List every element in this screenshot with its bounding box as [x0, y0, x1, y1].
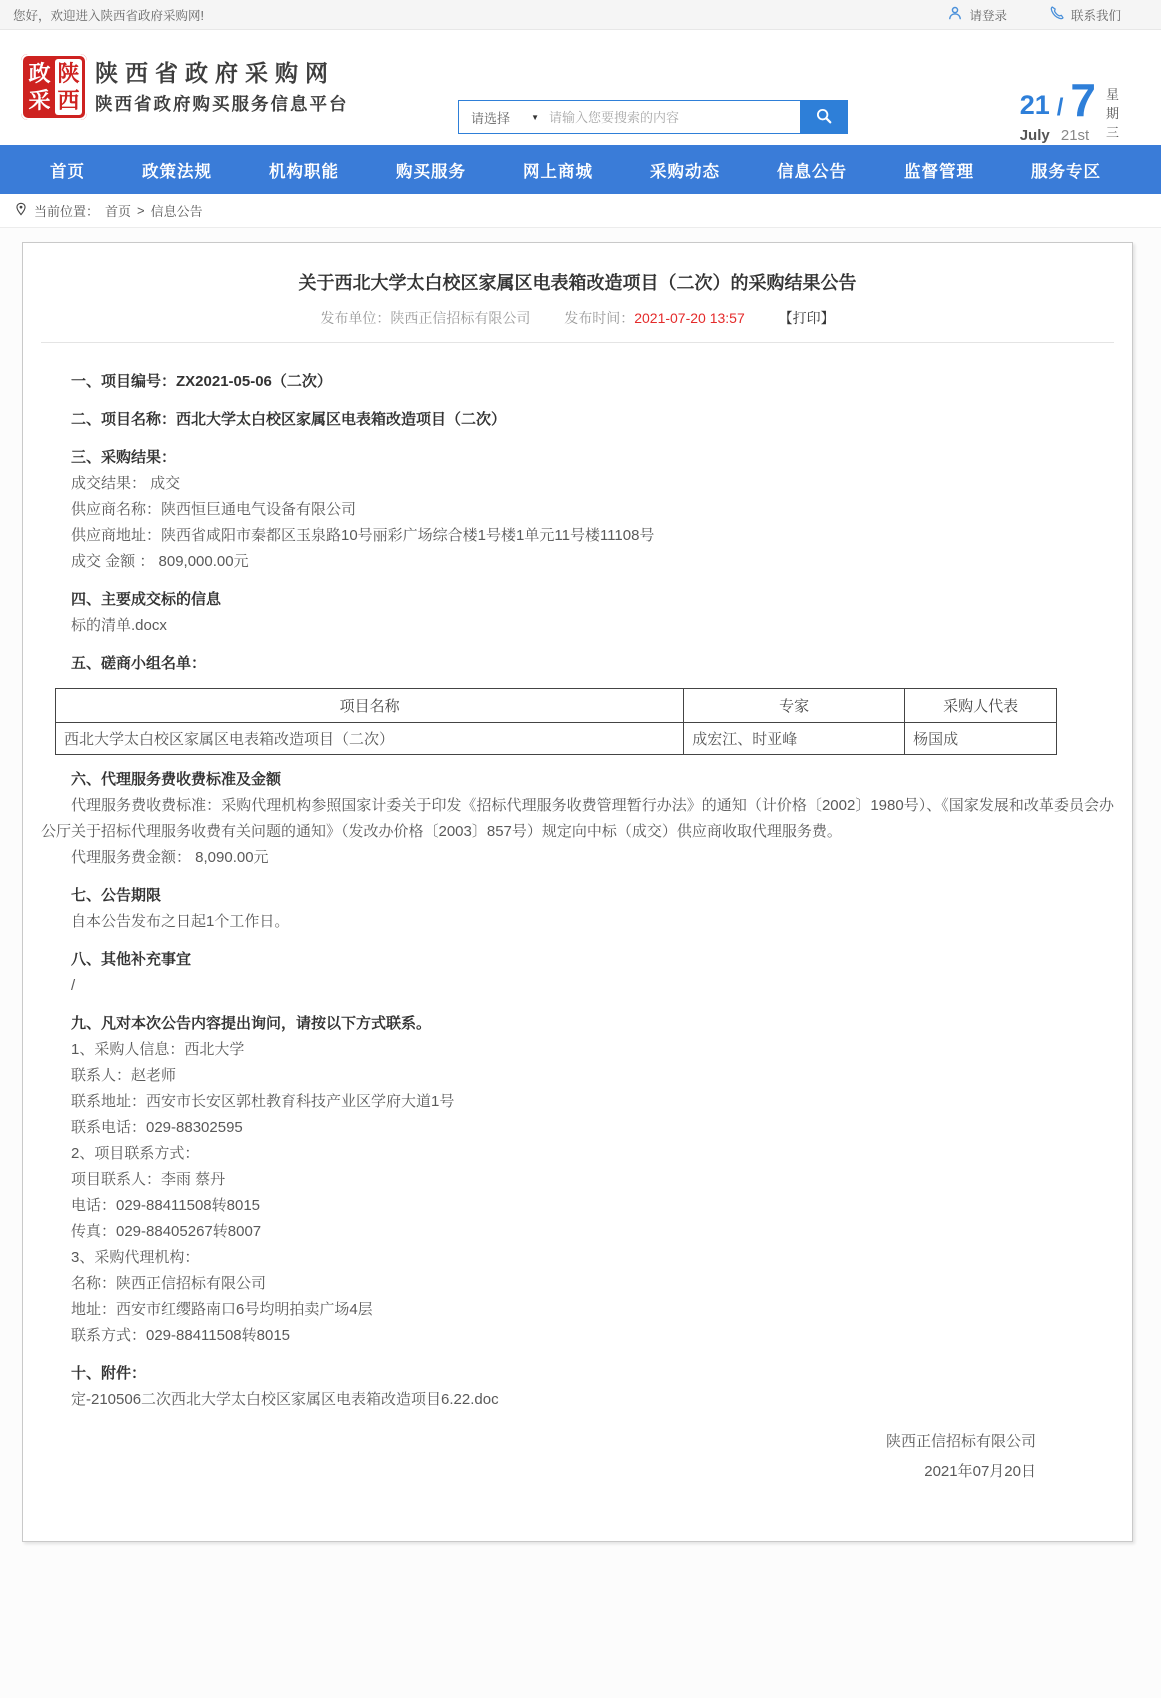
map-pin-icon — [14, 202, 28, 219]
top-utility-bar — [0, 0, 1161, 30]
table-cell: 成宏江、时亚峰 — [684, 723, 905, 755]
section-heading: 十、附件： — [71, 1365, 147, 1382]
search-button[interactable] — [800, 100, 848, 134]
section-heading: 五、磋商小组名单： — [71, 655, 207, 672]
nav-item-procurement-news[interactable]: 采购动态 — [650, 162, 720, 181]
table-cell: 西北大学太白校区家属区电表箱改造项目（二次） — [56, 723, 684, 755]
site-title: 陕西省政府采购网 — [95, 60, 335, 86]
contact-link[interactable] — [1049, 5, 1121, 24]
date-month-name: July — [1019, 126, 1050, 144]
breadcrumb-home[interactable]: 首页 — [105, 204, 132, 219]
breadcrumb-current[interactable]: 信息公告 — [150, 204, 203, 219]
article-meta — [41, 308, 1114, 328]
date-day: 21 — [1019, 90, 1050, 121]
date-weekday: 星期三 — [1106, 87, 1120, 140]
site-logo — [21, 54, 87, 120]
committee-table — [55, 688, 1057, 755]
section-heading: 八、其他补充事宜 — [71, 951, 192, 968]
nav-item-functions[interactable]: 机构职能 — [269, 162, 339, 181]
title-divider — [41, 342, 1114, 343]
publish-time-label: 发布时间： — [564, 310, 635, 326]
section-heading: 六、代理服务费收费标准及金额 — [71, 771, 282, 788]
login-label: 请登录 — [969, 8, 1007, 23]
signature-line: 2021年07月20日 — [924, 1463, 1036, 1480]
section-heading: 九、凡对本次公告内容提出询问，请按以下方式联系。 — [71, 1015, 432, 1032]
body-line: 联系地址：西安市长安区郭杜教育科技产业区学府大道1号 — [71, 1093, 455, 1110]
search-category-value: 请选择 — [471, 110, 511, 126]
signature-block — [41, 1427, 1114, 1487]
section-heading: 一、项目编号：ZX2021-05-06（二次） — [71, 373, 332, 390]
body-line: 代理服务费金额： 8,090.00元 — [71, 849, 269, 866]
caret-down-icon: ▼ — [531, 112, 539, 122]
body-line: 供应商地址：陕西省咸阳市秦都区玉泉路10号丽彩广场综合楼1号楼1单元11号楼11108号 — [71, 527, 655, 544]
body-line: 联系方式：029-88411508转8015 — [71, 1327, 291, 1344]
phone-icon — [1049, 5, 1065, 24]
section-heading: 三、采购结果： — [71, 449, 177, 466]
signature-line: 陕西正信招标有限公司 — [885, 1433, 1036, 1450]
table-header-cell: 专家 — [684, 689, 905, 723]
nav-item-policies[interactable]: 政策法规 — [142, 162, 212, 181]
publisher-value: 陕西正信招标有限公司 — [390, 310, 531, 326]
logo-right-characters: 陕西 — [55, 59, 82, 115]
contact-label: 联系我们 — [1070, 8, 1121, 23]
user-icon — [947, 5, 963, 24]
attachment-link[interactable]: 定-210506二次西北大学太白校区家属区电表箱改造项目6.22.doc — [71, 1391, 499, 1408]
date-subline — [1020, 127, 1096, 144]
article-body — [41, 369, 1114, 1487]
breadcrumb-separator: > — [137, 203, 145, 218]
date-month: 7 — [1070, 74, 1096, 126]
table-header-cell: 项目名称 — [56, 689, 684, 723]
date-widget — [1019, 74, 1121, 144]
body-line: 供应商名称：陕西恒巨通电气设备有限公司 — [71, 501, 357, 518]
nav-item-supervision[interactable]: 监督管理 — [904, 162, 974, 181]
date-slash: / — [1056, 93, 1064, 121]
body-line: 1、采购人信息：西北大学 — [71, 1041, 245, 1058]
nav-item-online-mall[interactable]: 网上商城 — [523, 162, 593, 181]
body-line: 3、采购代理机构： — [71, 1249, 200, 1266]
table-row — [56, 723, 1057, 755]
body-line: 地址：西安市红缨路南口6号均明拍卖广场4层 — [71, 1301, 373, 1318]
body-line: 项目联系人：李雨 蔡丹 — [71, 1171, 226, 1188]
search-bar — [458, 100, 848, 134]
print-button[interactable]: 【打印】 — [778, 310, 835, 326]
main-nav — [0, 145, 1161, 194]
body-line: 名称：陕西正信招标有限公司 — [71, 1275, 267, 1292]
section-heading: 七、公告期限 — [71, 887, 162, 904]
nav-item-home[interactable]: 首页 — [50, 162, 85, 181]
body-line: 2、项目联系方式： — [71, 1145, 200, 1162]
login-link[interactable] — [947, 5, 1007, 24]
body-line: / — [71, 977, 76, 994]
date-day-ordinal: 21st — [1060, 126, 1090, 144]
body-line: 自本公告发布之日起1个工作日。 — [71, 913, 290, 930]
body-line: 传真：029-88405267转8007 — [71, 1223, 262, 1240]
logo-left-characters: 政采 — [28, 61, 51, 113]
publisher-label: 发布单位： — [320, 310, 391, 326]
site-subtitle: 陕西省政府购买服务信息平台 — [95, 94, 349, 114]
section-heading: 四、主要成交标的信息 — [71, 591, 222, 608]
topbar-actions — [947, 5, 1121, 24]
page-body — [0, 228, 1161, 1698]
body-line: 成交结果： 成交 — [71, 475, 181, 492]
body-line: 电话：029-88411508转8015 — [71, 1197, 261, 1214]
body-line: 成交 金额 ： 809,000.00元 — [71, 553, 249, 570]
site-header — [0, 30, 1161, 145]
search-input[interactable] — [549, 110, 800, 125]
page-title: 关于西北大学太白校区家属区电表箱改造项目（二次）的采购结果公告 — [298, 273, 857, 293]
nav-item-service-zones[interactable]: 服务专区 — [1031, 162, 1101, 181]
welcome-text: 您好，欢迎进入陕西省政府采购网! — [13, 8, 204, 23]
table-header-cell: 采购人代表 — [905, 689, 1057, 723]
table-cell: 杨国成 — [905, 723, 1057, 755]
breadcrumb — [0, 194, 1161, 228]
publish-time-value: 2021-07-20 13:57 — [634, 310, 745, 326]
body-line: 代理服务费收费标准：采购代理机构参照国家计委关于印发《招标代理服务收费管理暂行办法》的通知（计价格〔2002〕1980号）、《国家发展和改革委员会办公厅关于招标代理服务收费有关问题的通知》（发改办价格〔2003〕857号）规定向中标（成交）供应商收取代理服务费。 — [41, 797, 1114, 840]
body-line: 联系电话：029-88302595 — [71, 1119, 243, 1136]
nav-item-announcements[interactable]: 信息公告 — [777, 162, 847, 181]
nav-item-purchase-services[interactable]: 购买服务 — [396, 162, 466, 181]
breadcrumb-label: 当前位置： — [34, 204, 100, 219]
section-heading: 二、项目名称：西北大学太白校区家属区电表箱改造项目（二次） — [71, 411, 507, 428]
body-line: 联系人：赵老师 — [71, 1067, 177, 1084]
attachment-link[interactable]: 标的清单.docx — [71, 617, 167, 634]
table-header-row — [56, 689, 1057, 723]
date-numbers — [1019, 74, 1096, 126]
search-category-select[interactable] — [459, 108, 549, 127]
announcement-card — [22, 242, 1133, 1542]
search-icon — [815, 107, 833, 128]
